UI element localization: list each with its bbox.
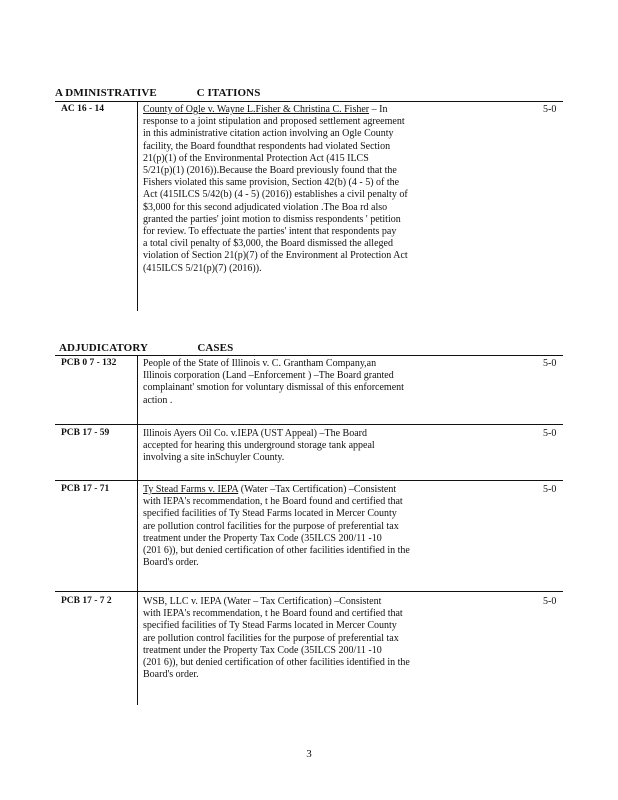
desc-line: complainant' smotion for voluntary dismissal of this enforcement bbox=[143, 382, 404, 394]
desc-line: with IEPA's recommendation, t he Board found and certified that bbox=[143, 608, 403, 620]
vote-count: 5-0 bbox=[543, 484, 557, 495]
desc-line: for review. To effectuate the parties' intent that respondents pay bbox=[143, 226, 397, 238]
docket-number: PCB 17 - 7 2 bbox=[61, 596, 112, 606]
desc-line: response to a joint stipulation and proposed settlement agreement bbox=[143, 116, 405, 128]
row-rule bbox=[55, 591, 563, 592]
desc-line: action . bbox=[143, 394, 173, 406]
section-rule bbox=[55, 101, 563, 102]
docket-number: PCB 17 - 59 bbox=[61, 428, 110, 438]
vote-count: 5-0 bbox=[543, 358, 557, 369]
section-heading-right: CASES bbox=[197, 342, 234, 354]
desc-line: treatment under the Property Tax Code (35ILCS 200/11 -10 bbox=[143, 532, 382, 544]
desc-line: facility, the Board foundthat respondents had violated Section bbox=[143, 140, 391, 152]
desc-line: WSB, LLC v. IEPA (Water – Tax Certification) –Consistent bbox=[143, 596, 382, 607]
desc-line: Fishers violated this same provision, Section 42(b) (4 - 5) of the bbox=[143, 177, 400, 189]
entry-description: County of Ogle v. Wayne L.Fisher & Christina C. Fisher – In response to a joint stipulation and proposed settlement agreement in this administrative citation action involving an Ogle County facility, the Board foundthat respondents had violated Section 21(p)(1) of the Environmental Protection Act (415 ILCS 5/21(p)(1) (2016)).Because the Board previously found that the Fishers violated this same provision, Section 42(b) (4 - 5) of the Act (415ILCS 5/42(b) (4 - 5) (2016)) establishes a civil penalty of $3,000 for this second adjudicated violation .The Boa rd also granted the parties' joint motion to dismiss respondents ' petition for review. To effectuate the parties' intent that respondents pay a total civil penalty of $3,000, the Board dismissed the alleged violation of Section 21(p)(7) of the Environment al Protection Act (415ILCS 5/21(p)(7) (2016)). bbox=[143, 104, 463, 275]
docket-number: PCB 17 - 71 bbox=[61, 484, 110, 494]
desc-line: $3,000 for this second adjudicated violation .The Boa rd also bbox=[143, 201, 388, 213]
column-divider bbox=[137, 355, 138, 705]
section-heading-adjudicatory-cases bbox=[59, 342, 233, 354]
column-divider bbox=[137, 101, 138, 311]
desc-line: accepted for hearing this underground storage tank appeal bbox=[143, 440, 375, 452]
desc-line: involving a site inSchuyler County. bbox=[143, 452, 285, 464]
desc-line: with IEPA's recommendation, t he Board found and certified that bbox=[143, 496, 403, 508]
docket-number: AC 16 - 14 bbox=[61, 104, 105, 114]
desc-line: (415ILCS 5/21(p)(7) (2016)). bbox=[143, 262, 262, 274]
desc-line: (201 6)), but denied certification of other facilities identified in the bbox=[143, 657, 410, 669]
desc-line: Illinois Ayers Oil Co. v.IEPA (UST Appeal) –The Board bbox=[143, 428, 367, 439]
desc-line: in this administrative citation action involving an Ogle County bbox=[143, 128, 394, 140]
desc-line: violation of Section 21(p)(7) of the Environment al Protection Act bbox=[143, 250, 408, 262]
desc-line: Board's order. bbox=[143, 669, 199, 681]
desc-line: are pollution control facilities for the purpose of preferential tax bbox=[143, 632, 399, 644]
vote-count: 5-0 bbox=[543, 428, 557, 439]
desc-line: specified facilities of Ty Stead Farms located in Mercer County bbox=[143, 508, 397, 520]
page-number: 3 bbox=[306, 748, 312, 760]
desc-line: 21(p)(1) of the Environmental Protection Act (415 ILCS bbox=[143, 152, 369, 164]
case-title: County of Ogle v. Wayne L.Fisher & Christina C. Fisher bbox=[143, 104, 370, 115]
desc-line: (201 6)), but denied certification of other facilities identified in the bbox=[143, 545, 410, 557]
desc-line: Act (415ILCS 5/42(b) (4 - 5) (2016)) establishes a civil penalty of bbox=[143, 189, 408, 201]
desc-line: Board's order. bbox=[143, 557, 199, 569]
case-title: Ty Stead Farms v. IEPA bbox=[143, 484, 239, 495]
entry-description bbox=[143, 596, 463, 681]
section-heading-right: C ITATIONS bbox=[196, 87, 261, 99]
docket-number: PCB 0 7 - 132 bbox=[61, 358, 117, 368]
desc-line: granted the parties' joint motion to dismiss respondents ' petition bbox=[143, 213, 401, 225]
section-heading-administrative-citations bbox=[55, 87, 260, 99]
section-heading-left: A DMINISTRATIVE bbox=[55, 87, 157, 99]
section-heading-left: ADJUDICATORY bbox=[59, 342, 148, 354]
desc-line: are pollution control facilities for the purpose of preferential tax bbox=[143, 520, 399, 532]
vote-count: 5-0 bbox=[543, 596, 557, 607]
row-rule bbox=[55, 424, 563, 425]
desc-line: a total civil penalty of $3,000, the Board dismissed the alleged bbox=[143, 238, 393, 250]
desc-line: treatment under the Property Tax Code (35ILCS 200/11 -10 bbox=[143, 644, 382, 656]
vote-count: 5-0 bbox=[543, 104, 557, 115]
desc-line: People of the State of Illinois v. C. Grantham Company,an bbox=[143, 358, 377, 369]
row-rule bbox=[55, 480, 563, 481]
section-rule bbox=[55, 355, 563, 356]
desc-line: Illinois corporation (Land –Enforcement ) –The Board granted bbox=[143, 370, 394, 382]
desc-line: specified facilities of Ty Stead Farms located in Mercer County bbox=[143, 620, 397, 632]
entry-description bbox=[143, 428, 463, 465]
desc-line: 5/21(p)(1) (2016)).Because the Board previously found that the bbox=[143, 165, 397, 177]
entry-description bbox=[143, 358, 463, 407]
entry-description: Ty Stead Farms v. IEPA (Water –Tax Certification) –Consistent with IEPA's recommendation, t he Board found and certified that specified facilities of Ty Stead Farms located in Mercer County are pollution control facilities for the purpose of preferential tax treatment under the Property Tax Code (35ILCS 200/11 -10 (201 6)), but denied certification of other facilities identified in the Board's order. bbox=[143, 484, 463, 569]
